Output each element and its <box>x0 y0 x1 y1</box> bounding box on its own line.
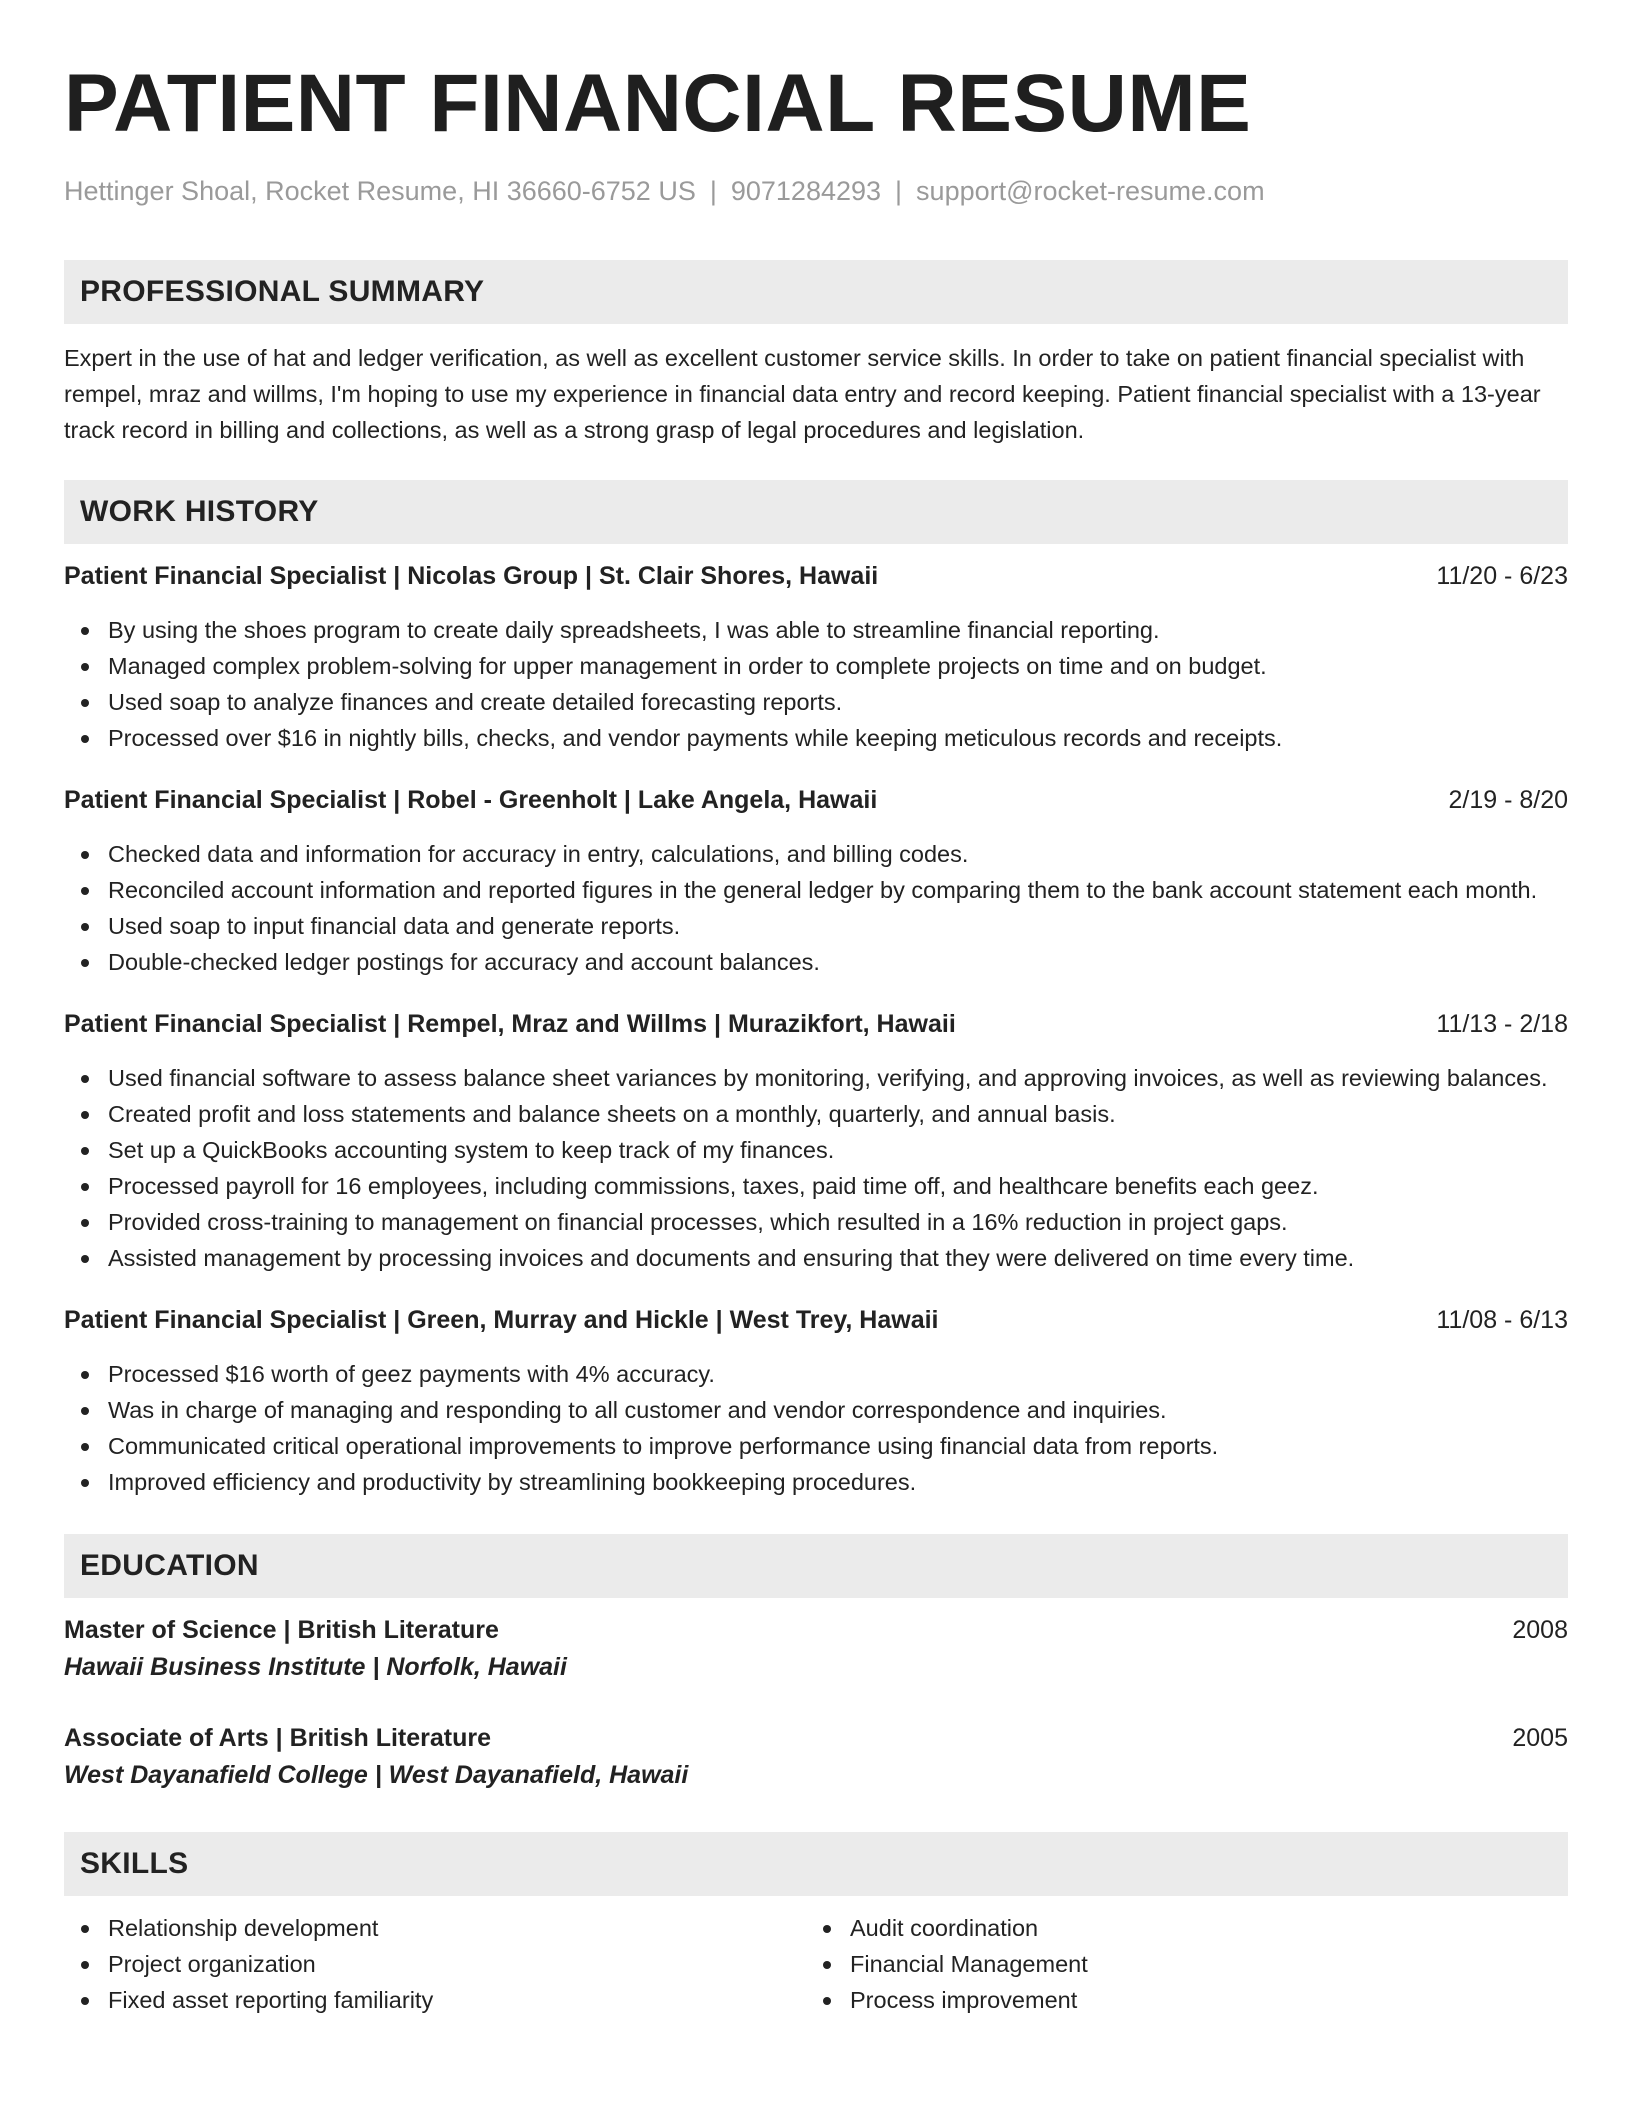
skills-list <box>806 1910 1548 2018</box>
job-bullet: Created profit and loss statements and balance sheets on a monthly, quarterly, and annual basis. <box>64 1096 1568 1132</box>
skill-item: Audit coordination <box>806 1910 1548 1946</box>
job-bullet: Used soap to analyze finances and create detailed forecasting reports. <box>64 684 1568 720</box>
education-entry <box>64 1612 1568 1686</box>
contact-separator: | <box>895 176 903 206</box>
job-bullet: Provided cross-training to management on financial processes, which resulted in a 16% reduction in project gaps. <box>64 1204 1568 1240</box>
education-header <box>64 1612 1568 1648</box>
contact-line <box>64 174 1568 208</box>
job-bullets <box>64 1356 1568 1500</box>
job-dates: 11/13 - 2/18 <box>1436 1010 1568 1038</box>
job-bullet: Communicated critical operational improvements to improve performance using financial data from reports. <box>64 1428 1568 1464</box>
job-title: Patient Financial Specialist | Green, Murray and Hickle | West Trey, Hawaii <box>64 1306 939 1334</box>
job-entry <box>64 1006 1568 1276</box>
contact-separator: | <box>709 176 717 206</box>
section-header-summary: PROFESSIONAL SUMMARY <box>64 260 1568 324</box>
job-title: Patient Financial Specialist | Nicolas Group | St. Clair Shores, Hawaii <box>64 562 879 590</box>
contact-address: Hettinger Shoal, Rocket Resume, HI 36660-6752 US <box>64 176 696 206</box>
job-bullet: Improved efficiency and productivity by streamlining bookkeeping procedures. <box>64 1464 1568 1500</box>
summary-text: Expert in the use of hat and ledger verification, as well as excellent customer service skills. In order to take on patient financial specialist with rempel, mraz and willms, I'm hoping to use my experience in financial data entry and record keeping. Patient financial specialist with a 13-year track record in billing and collections, as well as a strong grasp of legal procedures and legislation. <box>64 345 1541 443</box>
resume-title: PATIENT FINANCIAL RESUME <box>64 58 1252 149</box>
skills-column-right <box>806 1910 1548 2018</box>
skill-item: Relationship development <box>64 1910 806 1946</box>
job-bullet: Processed over $16 in nightly bills, checks, and vendor payments while keeping meticulous records and receipts. <box>64 720 1568 756</box>
contact-email: support@rocket-resume.com <box>916 176 1265 206</box>
job-bullet: Processed $16 worth of geez payments with 4% accuracy. <box>64 1356 1568 1392</box>
job-bullets <box>64 1060 1568 1276</box>
job-bullet: Used financial software to assess balance sheet variances by monitoring, verifying, and approving invoices, as well as reviewing balances. <box>64 1060 1568 1096</box>
education-school: West Dayanafield College | West Dayanafield, Hawaii <box>64 1761 689 1789</box>
job-entry <box>64 558 1568 756</box>
job-bullet: Checked data and information for accuracy in entry, calculations, and billing codes. <box>64 836 1568 872</box>
education-school: Hawaii Business Institute | Norfolk, Hawaii <box>64 1653 567 1681</box>
education-entry <box>64 1720 1568 1794</box>
job-entry <box>64 1302 1568 1500</box>
work-history-list <box>64 558 1568 1500</box>
education-degree: Associate of Arts | British Literature <box>64 1724 492 1752</box>
job-bullet: Double-checked ledger postings for accuracy and account balances. <box>64 944 1568 980</box>
job-bullet: Used soap to input financial data and generate reports. <box>64 908 1568 944</box>
job-title: Patient Financial Specialist | Robel - Greenholt | Lake Angela, Hawaii <box>64 786 878 814</box>
job-title: Patient Financial Specialist | Rempel, Mraz and Willms | Murazikfort, Hawaii <box>64 1010 956 1038</box>
job-bullets <box>64 836 1568 980</box>
job-header <box>64 782 1568 818</box>
job-bullet: Managed complex problem-solving for upper management in order to complete projects on time and on budget. <box>64 648 1568 684</box>
job-dates: 11/08 - 6/13 <box>1436 1306 1568 1334</box>
education-year: 2008 <box>1512 1616 1568 1644</box>
education-header <box>64 1720 1568 1756</box>
job-dates: 2/19 - 8/20 <box>1448 786 1568 814</box>
skill-item: Fixed asset reporting familiarity <box>64 1982 806 2018</box>
job-bullet: Was in charge of managing and responding to all customer and vendor correspondence and inquiries. <box>64 1392 1568 1428</box>
skills-grid <box>64 1910 1568 2018</box>
job-bullet: Processed payroll for 16 employees, including commissions, taxes, paid time off, and healthcare benefits each geez. <box>64 1168 1568 1204</box>
contact-phone: 9071284293 <box>730 176 882 206</box>
skills-column-left <box>64 1910 806 2018</box>
job-dates: 11/20 - 6/23 <box>1436 562 1568 590</box>
skill-item: Project organization <box>64 1946 806 1982</box>
skill-item: Financial Management <box>806 1946 1548 1982</box>
job-bullet: Set up a QuickBooks accounting system to keep track of my finances. <box>64 1132 1568 1168</box>
job-bullet: Assisted management by processing invoices and documents and ensuring that they were delivered on time every time. <box>64 1240 1568 1276</box>
section-header-skills: SKILLS <box>64 1832 1568 1896</box>
skill-item: Process improvement <box>806 1982 1548 2018</box>
job-entry <box>64 782 1568 980</box>
education-degree: Master of Science | British Literature <box>64 1616 499 1644</box>
skills-list <box>64 1910 806 2018</box>
section-header-work-history: WORK HISTORY <box>64 480 1568 544</box>
section-header-education: EDUCATION <box>64 1534 1568 1598</box>
job-bullet: By using the shoes program to create daily spreadsheets, I was able to streamline financial reporting. <box>64 612 1568 648</box>
job-header <box>64 1302 1568 1338</box>
job-header <box>64 1006 1568 1042</box>
job-header <box>64 558 1568 594</box>
job-bullets <box>64 612 1568 756</box>
job-bullet: Reconciled account information and reported figures in the general ledger by comparing them to the bank account statement each month. <box>64 872 1568 908</box>
education-year: 2005 <box>1512 1724 1568 1752</box>
